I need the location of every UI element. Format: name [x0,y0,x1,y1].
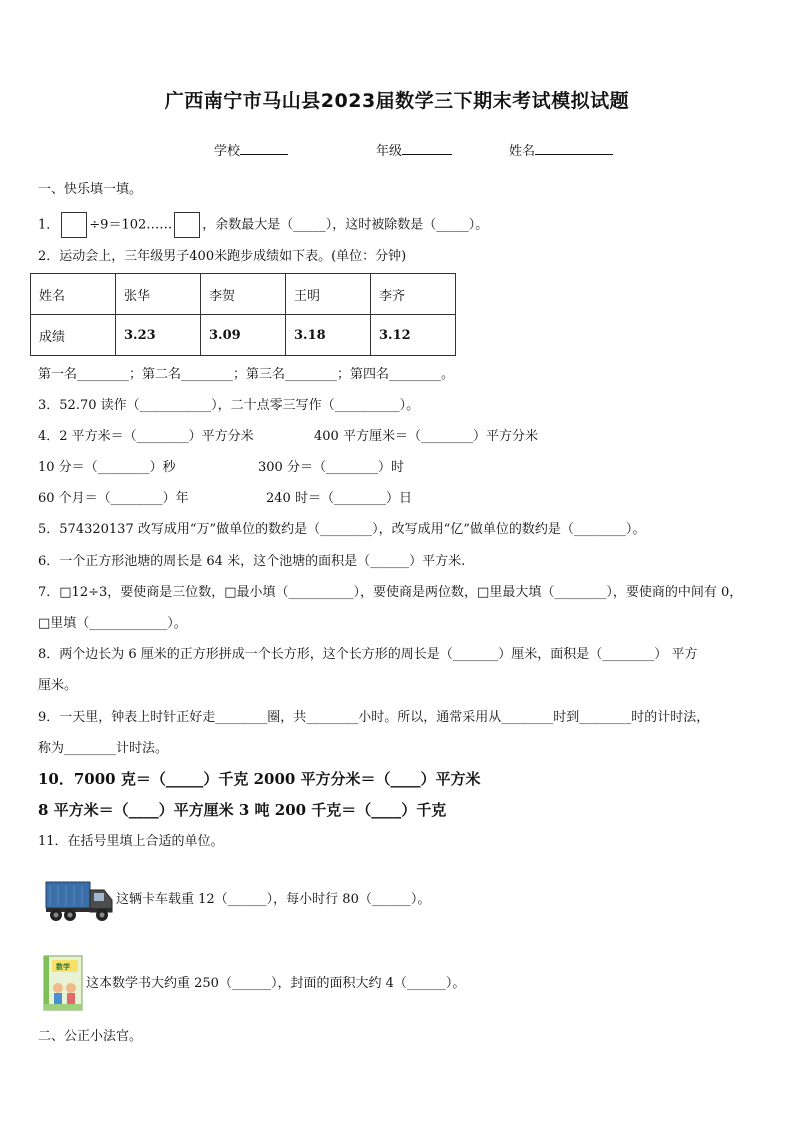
q1-remainder-box[interactable] [174,212,200,238]
question-2: 2．运动会上，三年级男子400米跑步成绩如下表。(单位：分钟) [38,249,407,264]
table-cell: 张华 [116,274,201,315]
table-cell: 王明 [286,274,371,315]
question-11: 11．在括号里填上合适的单位。 [38,834,224,849]
table-cell: 姓名 [31,274,116,315]
school-label: 学校 [214,144,241,159]
question-8-line-2: 厘米。 [38,678,78,693]
question-8-line-1: 8．两个边长为 6 厘米的正方形拼成一个长方形，这个长方形的周长是（_______）厘米，面积是（________） 平方 [38,647,698,662]
question-7-line-2: □里填（____________）。 [38,616,187,631]
question-9-line-2: 称为________计时法。 [38,741,169,756]
q1-number: 1． [38,217,60,233]
q1-rest: ，余数最大是（_____），这时被除数是（_____）。 [202,217,489,233]
page-title: 广西南宁市马山县2023届数学三下期末考试模拟试题 [164,90,630,112]
table-cell: 李齐 [371,274,456,315]
q2-answer-line: 第一名________；第二名________；第三名________；第四名________。 [38,367,455,382]
table-cell: 3.12 [371,315,456,356]
table-cell: 3.23 [116,315,201,356]
question-5: 5．574320137 改写成用“万”做单位的数约是（________），改写成用“亿”做单位的数约是（________）。 [38,522,646,537]
question-6: 6．一个正方形池塘的周长是 64 米，这个池塘的面积是（______）平方米. [38,554,466,569]
question-10-line-2: 8 平方米＝（____）平方厘米 3 吨 200 千克＝（____）千克 [38,801,447,819]
score-table [30,273,456,356]
name-field [509,140,613,159]
truck-icon [44,876,116,924]
school-field [214,140,288,159]
name-label: 姓名 [509,144,536,159]
question-3: 3．52.70 读作（___________），二十点零三写作（__________）。 [38,398,420,413]
grade-blank[interactable] [402,142,452,155]
table-cell: 成绩 [31,315,116,356]
q1-mid: ÷9＝102…… [89,217,173,233]
table-row-scores [31,315,456,356]
q1-dividend-box[interactable] [61,212,87,238]
question-1 [38,212,488,238]
section-one-heading: 一、快乐填一填。 [38,182,143,197]
table-cell: 李贺 [201,274,286,315]
grade-label: 年级 [376,144,403,159]
question-10-line-1: 10．7000 克＝（_____）千克 2000 平方分米＝（____）平方米 [38,770,481,788]
q4-e: 60 个月＝（________）年 [38,491,189,506]
section-two-heading: 二、公正小法官。 [38,1029,143,1044]
q4-d: 300 分＝（________）时 [258,460,404,475]
grade-field [376,140,452,159]
q4-b: 400 平方厘米＝（________）平方分米 [314,429,538,444]
table-row-names [31,274,456,315]
q4-c: 10 分＝（________）秒 [38,460,176,475]
table-cell: 3.18 [286,315,371,356]
table-cell: 3.09 [201,315,286,356]
q4-a: 4．2 平方米＝（________）平方分米 [38,429,254,444]
school-blank[interactable] [240,142,288,155]
q4-f: 240 时＝（________）日 [266,491,412,506]
q11-book-text: 这本数学书大约重 250（______），封面的面积大约 4（______）。 [86,976,466,991]
question-7-line-1: 7．□12÷3，要使商是三位数，□最小填（__________），要使商是两位数，□里最大填（________），要使商的中间有 0， [38,585,743,600]
book-cover-label: 数学 [56,963,70,971]
q11-truck-text: 这辆卡车载重 12（______），每小时行 80（______）。 [116,892,431,907]
name-blank[interactable] [535,142,613,155]
question-9-line-1: 9．一天里，钟表上时针正好走________圈，共________小时。所以，通常采用从________时到________时的计时法， [38,710,710,725]
